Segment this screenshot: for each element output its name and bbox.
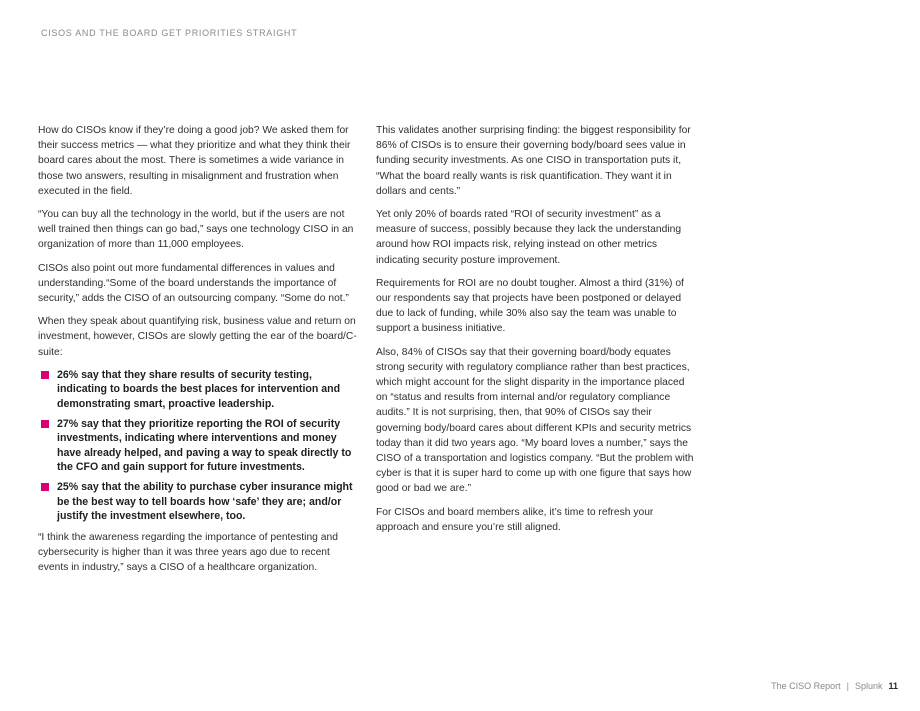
bullet-square-icon (41, 483, 49, 491)
running-header: CISOS AND THE BOARD GET PRIORITIES STRAIGHT (41, 28, 298, 38)
footer-report-title: The CISO Report (771, 681, 841, 691)
left-paragraph-5: “I think the awareness regarding the importance of pentesting and cybersecurity is higher than it was three years ago due to recent events in industry,” says a CISO of a healthcare organization. (38, 531, 338, 574)
bullet-square-icon (41, 371, 49, 379)
footer-brand: Splunk (854, 681, 883, 691)
left-paragraph-1: How do CISOs know if they’re doing a good job? We asked them for their success metrics — what they prioritize and what they think their board cares about the most. There is sometimes a wide variance in those two answers, resulting in misalignment and frustration when executed in the field. (38, 125, 351, 197)
left-paragraph-2: “You can buy all the technology in the world, but if the users are not well trained then things can go bad,” says one technology CISO in an organization of more than 11,000 employees. (38, 209, 354, 251)
bullet-item (38, 480, 358, 524)
right-paragraph-3: Requirements for ROI are no doubt tougher. Almost a third (31%) of our respondents say that projects have been postponed or delayed due to lack of funding, while 30% also say the team was unable to support a business initiative. (376, 277, 684, 335)
right-column (376, 123, 694, 543)
bullet-text: 26% say that they share results of security testing, indicating to boards the best places for intervention and demonstrating smart, proactive leadership. (57, 368, 341, 411)
page-number: 11 (888, 681, 898, 691)
right-paragraph-5: For CISOs and board members alike, it’s time to refresh your approach and ensure you’re still aligned. (376, 506, 654, 533)
bullet-square-icon (41, 420, 49, 428)
left-paragraph-4: When they speak about quantifying risk, business value and return on investment, however, CISOs are slowly getting the ear of the board/C-suite: (38, 316, 357, 358)
bullet-item (38, 368, 358, 412)
right-paragraph-4: Also, 84% of CISOs say that their governing board/body equates strong security with regulatory compliance rather than best practices, which might account for the slight disparity in the importance placed on “status and results from internal and/or regulatory compliance audits.” It is not surprising, then, that 90% of CISOs say their governing body/board cares about different KPIs and security metrics today than it did two years ago. “My board loves a number,” says the CISO of a transportation and logistics company. “But the problem with cyber is that it is super hard to come up with one figure that says how good or bad we are.” (376, 346, 694, 495)
left-column (38, 123, 358, 583)
footer-separator: | (846, 681, 849, 691)
bullet-text: 25% say that the ability to purchase cyber insurance might be the best way to tell boards how ‘safe’ they are; and/or justify the investment elsewhere, too. (57, 481, 353, 523)
right-paragraph-2: Yet only 20% of boards rated “ROI of security investment” as a measure of success, possibly because they lack the understanding around how ROI impacts risk, relying instead on other metrics indicating security posture improvement. (376, 209, 682, 266)
stats-bullet-list (38, 368, 358, 524)
page-footer (771, 681, 898, 691)
right-paragraph-1: This validates another surprising finding: the biggest responsibility for 86% of CISOs is to ensure their governing body/board sees value in funding security investments. As one CISO in transportation puts it, “What the board really wants is risk quantification. They want it in dollars and cents.” (376, 125, 691, 197)
left-paragraph-3: CISOs also point out more fundamental differences in values and understanding.“Some of the board understands the importance of security,” adds the CISO of an outsourcing company. “Some do not.” (38, 262, 349, 305)
bullet-item (38, 417, 358, 475)
bullet-text: 27% say that they prioritize reporting the ROI of security investments, indicating where interventions and money have already helped, and paving a way to speak directly to the CFO and gain support for future investments. (57, 417, 352, 474)
